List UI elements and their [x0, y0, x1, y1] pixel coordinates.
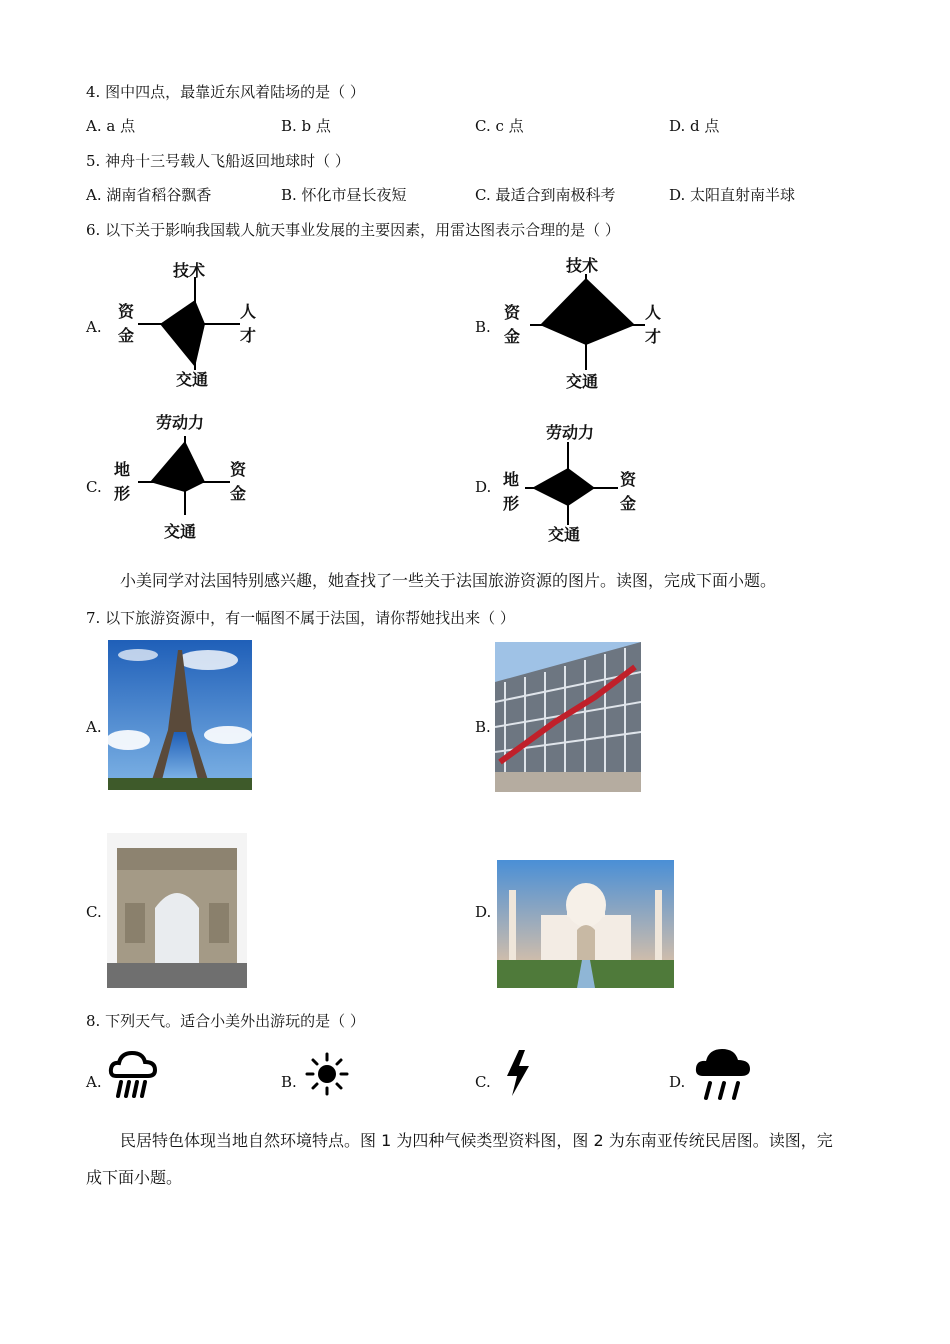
radar-c-left1: 地 [114, 460, 131, 479]
heavy-rain-icon[interactable] [108, 1048, 158, 1100]
radar-a-bottom: 交通 [176, 370, 209, 389]
rain-icon[interactable] [694, 1046, 752, 1102]
radar-d-right1: 资 [620, 470, 637, 489]
eiffel-tower-photo[interactable] [108, 640, 252, 790]
q8-label-c[interactable]: C. [475, 1073, 491, 1091]
radar-d-right2: 金 [620, 494, 637, 513]
radar-b-left2: 金 [504, 327, 521, 346]
radar-chart-b [500, 250, 670, 395]
q6-label-b[interactable]: B. [475, 318, 491, 336]
radar-c-left2: 形 [114, 484, 131, 503]
sunny-icon[interactable] [305, 1052, 349, 1096]
radar-b-right2: 才 [645, 327, 662, 346]
radar-c-top: 劳动力 [156, 413, 205, 432]
radar-b-right1: 人 [645, 303, 662, 322]
q4-option-c[interactable]: C. c 点 [475, 117, 524, 135]
radar-d-top: 劳动力 [546, 423, 595, 442]
radar-b-left1: 资 [504, 303, 521, 322]
arc-de-triomphe-photo[interactable] [107, 833, 247, 988]
q8-label-a[interactable]: A. [86, 1073, 102, 1091]
q8-stem: 8. 下列天气。适合小美外出游玩的是（ ） [86, 1012, 365, 1030]
intro-paragraph-2-line-2: 成下面小题。 [86, 1168, 183, 1187]
q6-stem: 6. 以下关于影响我国载人航天事业发展的主要因素，用雷达图表示合理的是（ ） [86, 221, 620, 239]
radar-a-left2: 金 [118, 326, 135, 345]
radar-b-bottom: 交通 [566, 372, 599, 391]
q5-option-c[interactable]: C. 最适合到南极科考 [475, 186, 616, 204]
q4-option-a[interactable]: A. a 点 [86, 117, 136, 135]
thunder-icon[interactable] [503, 1048, 533, 1098]
q4-option-b[interactable]: B. b 点 [281, 117, 331, 135]
intro-paragraph-2-line-1: 民居特色体现当地自然环境特点。图 1 为四种气候类型资料图，图 2 为东南亚传统民居图。读图，完 [120, 1131, 833, 1150]
radar-d-left1: 地 [503, 470, 520, 489]
radar-a-top: 技术 [173, 261, 206, 280]
radar-d-left2: 形 [503, 494, 520, 513]
q7-label-a[interactable]: A. [86, 718, 102, 736]
q5-stem: 5. 神舟十三号载人飞船返回地球时（ ） [86, 152, 350, 170]
radar-c-right2: 金 [230, 484, 247, 503]
intro-paragraph-1: 小美同学对法国特别感兴趣，她查找了一些关于法国旅游资源的图片。读图，完成下面小题。 [120, 571, 777, 590]
q5-option-b[interactable]: B. 怀化市昼长夜短 [281, 186, 407, 204]
radar-c-bottom: 交通 [164, 522, 197, 541]
q6-label-c[interactable]: C. [86, 478, 102, 496]
q5-option-d[interactable]: D. 太阳直射南半球 [669, 186, 796, 204]
q8-label-d[interactable]: D. [669, 1073, 686, 1091]
radar-d-bottom: 交通 [548, 525, 581, 544]
radar-a-right1: 人 [240, 302, 257, 321]
radar-a-right2: 才 [240, 326, 257, 345]
q5-option-a[interactable]: A. 湖南省稻谷飘香 [86, 186, 212, 204]
taj-mahal-photo[interactable] [497, 860, 674, 988]
q7-label-b[interactable]: B. [475, 718, 491, 736]
radar-chart-c [110, 410, 270, 545]
pompidou-centre-photo[interactable] [495, 642, 641, 792]
radar-a-left1: 资 [118, 302, 135, 321]
q7-label-d[interactable]: D. [475, 903, 492, 921]
q7-stem: 7. 以下旅游资源中，有一幅图不属于法国，请你帮她找出来（ ） [86, 609, 515, 627]
q4-stem: 4. 图中四点，最靠近东风着陆场的是（ ） [86, 83, 365, 101]
q4-option-d[interactable]: D. d 点 [669, 117, 720, 135]
radar-chart-a [110, 255, 270, 390]
radar-chart-d [500, 420, 660, 550]
q6-label-d[interactable]: D. [475, 478, 492, 496]
q7-label-c[interactable]: C. [86, 903, 102, 921]
q6-label-a[interactable]: A. [86, 318, 102, 336]
radar-b-top: 技术 [566, 256, 599, 275]
radar-c-right1: 资 [230, 460, 247, 479]
q8-label-b[interactable]: B. [281, 1073, 297, 1091]
